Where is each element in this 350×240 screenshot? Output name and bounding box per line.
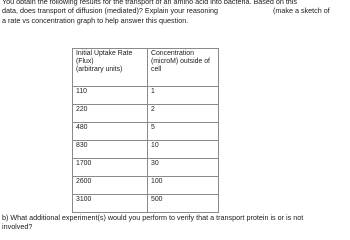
uptake-cell: 830 <box>73 141 148 159</box>
intro-line-2 <box>2 6 346 15</box>
question-a-text <box>2 0 346 25</box>
uptake-cell: 3100 <box>73 195 148 213</box>
table-row <box>73 195 219 213</box>
uptake-data-table <box>72 48 219 213</box>
table-row <box>73 159 219 177</box>
concentration-cell: 2 <box>148 105 219 123</box>
intro-line-1: You obtain the following results for the transport of an amino acid into bacteria. Based on this <box>2 0 297 6</box>
question-b-text <box>2 213 348 231</box>
header-cell-line: (Flux) <box>76 58 94 65</box>
table-row <box>73 123 219 141</box>
uptake-cell: 220 <box>73 105 148 123</box>
uptake-cell: 110 <box>73 87 148 105</box>
question-b-line-1: b) What additional experiment(s) would you perform to verify that a transport protein is or is not <box>2 213 304 222</box>
table-header-row <box>73 49 219 87</box>
question-b-line-2: involved? <box>2 222 33 232</box>
concentration-cell: 5 <box>148 123 219 141</box>
concentration-cell: 30 <box>148 159 219 177</box>
header-cell-line: (arbitrary units) <box>76 66 123 73</box>
header-concentration <box>148 49 219 87</box>
intro-line-2-right: (make a sketch of <box>273 6 330 16</box>
uptake-cell: 1700 <box>73 159 148 177</box>
concentration-cell: 500 <box>148 195 219 213</box>
header-cell-line: (microM) outside of <box>151 58 210 65</box>
concentration-cell: 10 <box>148 141 219 159</box>
header-uptake-rate <box>73 49 148 87</box>
concentration-cell: 100 <box>148 177 219 195</box>
uptake-cell: 2600 <box>73 177 148 195</box>
header-cell-line: cell <box>151 66 162 73</box>
table-row <box>73 141 219 159</box>
uptake-cell: 480 <box>73 123 148 141</box>
intro-line-2-left: data, does transport of diffusion (mediated)? Explain your reasoning <box>2 6 219 16</box>
header-cell-line: Initial Uptake Rate <box>76 50 133 57</box>
intro-line-3: a rate vs concentration graph to help answer this question. <box>2 15 189 25</box>
table-row <box>73 177 219 195</box>
table-row <box>73 105 219 123</box>
header-cell-line: Concentration <box>151 50 194 57</box>
table-row <box>73 87 219 105</box>
concentration-cell: 1 <box>148 87 219 105</box>
